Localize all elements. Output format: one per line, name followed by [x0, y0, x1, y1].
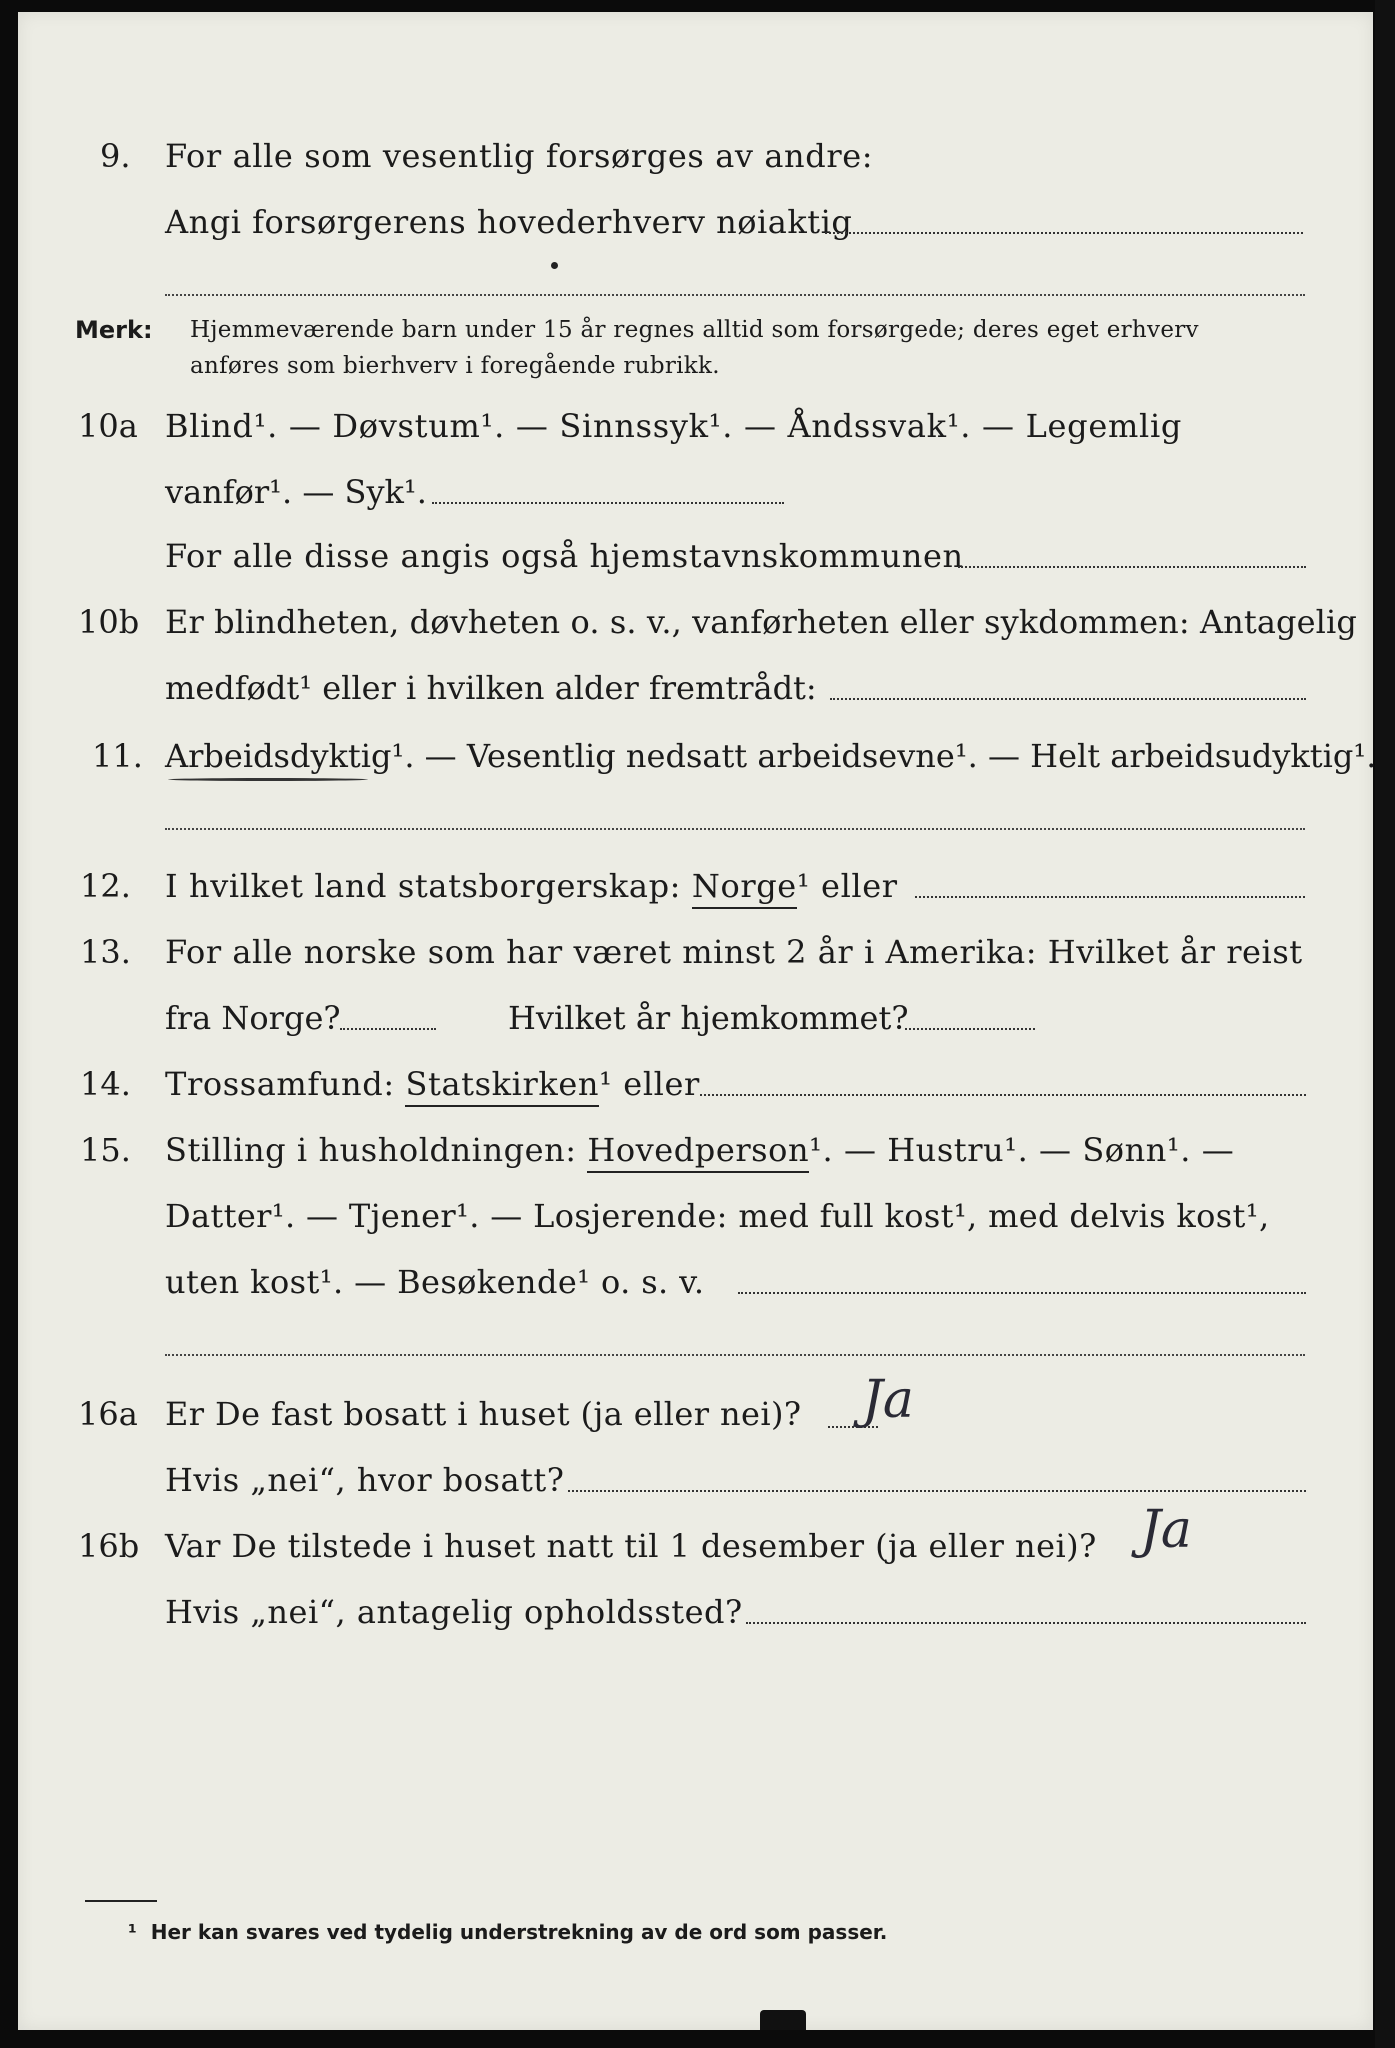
footnote	[128, 1920, 887, 1944]
q14-question: Trossamfund:	[165, 1065, 395, 1103]
q13-text-line2a: fra Norge?	[165, 999, 341, 1037]
q10a-text-line2: vanfør¹. — Syk¹.	[165, 473, 427, 511]
q9-text-line1: For alle som vesentlig forsørges av andre:	[165, 137, 874, 175]
q15-text-line1	[165, 1130, 1234, 1170]
q10a-text-line3: For alle disse angis også hjemstavnskommunen	[165, 537, 964, 575]
q12-option-norge: Norge	[692, 867, 797, 909]
q10a-kommune-dots	[958, 566, 1306, 568]
q15-answer-rule	[165, 1354, 1305, 1356]
q12-post: ¹ eller	[796, 867, 898, 905]
q11-answer-rule	[165, 828, 1305, 830]
q16b-text-line2: Hvis „nei“, antagelig opholdssted?	[165, 1593, 743, 1631]
q11-text	[165, 736, 1376, 776]
q16b-handwritten-answer: Ja	[1140, 1500, 1192, 1560]
q10a-text-line1: Blind¹. — Døvstum¹. — Sinnssyk¹. — Åndssvak¹. — Legemlig	[165, 407, 1183, 445]
q16a-text-line2: Hvis „nei“, hvor bosatt?	[165, 1461, 565, 1499]
q9-text-line2: Angi forsørgerens hovederhverv nøiaktig	[165, 203, 853, 241]
q16b-text-line1: Var De tilstede i huset natt til 1 desember (ja eller nei)?	[165, 1527, 1097, 1565]
q11-handwritten-underline	[168, 778, 368, 781]
q11-option-arbeidsdyktig: Arbeidsdyktig	[165, 737, 392, 775]
q16a-handwritten-answer: Ja	[862, 1370, 914, 1430]
merk-label: Merk:	[75, 316, 153, 344]
q10b-text-line2: medfødt¹ eller i hvilken alder fremtrådt:	[165, 669, 817, 707]
q14-text	[165, 1064, 700, 1104]
q14-answer-dots	[700, 1094, 1306, 1096]
scan-edge	[1375, 0, 1395, 2048]
q10a-answer-dots	[432, 502, 784, 504]
q11-rest: ¹. — Vesentlig nedsatt arbeidsevne¹. — Helt arbeidsudyktig¹.	[391, 737, 1377, 775]
q13-reist-dots	[340, 1028, 436, 1030]
q16a-text-line1: Er De fast bosatt i huset (ja eller nei)?	[165, 1395, 802, 1433]
q16b-number: 16b	[78, 1527, 140, 1565]
q10b-text-line1: Er blindheten, døvheten o. s. v., vanførheten eller sykdommen: Antagelig	[165, 603, 1357, 641]
q10a-number: 10a	[78, 407, 138, 445]
q14-option-statskirken: Statskirken	[405, 1065, 599, 1107]
q15-text-line3: uten kost¹. — Besøkende¹ o. s. v.	[165, 1263, 705, 1301]
q9-number: 9.	[100, 137, 131, 175]
q13-text-line2b: Hvilket år hjemkommet?	[508, 999, 909, 1037]
q15-question: Stilling i husholdningen:	[165, 1131, 577, 1169]
q10b-number: 10b	[78, 603, 140, 641]
q13-text-line1: For alle norske som har været minst 2 år i Amerika: Hvilket år reist	[165, 933, 1303, 971]
q15-number: 15.	[80, 1131, 131, 1169]
q12-answer-dots	[915, 896, 1305, 898]
footnote-rule	[85, 1900, 157, 1902]
q16b-opholdssted-dots	[746, 1622, 1306, 1624]
q10b-answer-dots	[830, 698, 1306, 700]
q14-post: ¹ eller	[599, 1065, 700, 1103]
q16a-number: 16a	[78, 1395, 138, 1433]
q9-answer-rule	[165, 294, 1305, 296]
q15-answer-dots	[738, 1292, 1306, 1294]
q13-number: 13.	[80, 933, 131, 971]
q15-post: ¹. — Hustru¹. — Sønn¹. —	[809, 1131, 1235, 1169]
merk-text-line2: anføres som bierhverv i foregående rubrikk.	[190, 353, 720, 379]
q12-text	[165, 866, 898, 906]
q12-question: I hvilket land statsborgerskap:	[165, 867, 682, 905]
q12-number: 12.	[80, 867, 131, 905]
ink-dot	[551, 262, 558, 269]
q16a-bosatt-dots	[568, 1490, 1306, 1492]
q13-hjemkommet-dots	[905, 1028, 1035, 1030]
q9-answer-dots	[825, 232, 1303, 234]
footnote-mark: ¹	[128, 1920, 137, 1944]
q15-text-line2: Datter¹. — Tjener¹. — Losjerende: med full kost¹, med delvis kost¹,	[165, 1197, 1270, 1235]
q15-option-hovedperson: Hovedperson	[587, 1131, 809, 1173]
merk-text-line1: Hjemmeværende barn under 15 år regnes alltid som forsørgede; deres eget erhverv	[190, 317, 1199, 343]
footnote-text: Her kan svares ved tydelig understrekning av de ord som passer.	[150, 1920, 888, 1944]
q11-number: 11.	[92, 737, 143, 775]
q14-number: 14.	[80, 1065, 131, 1103]
torn-notch	[760, 2010, 806, 2030]
